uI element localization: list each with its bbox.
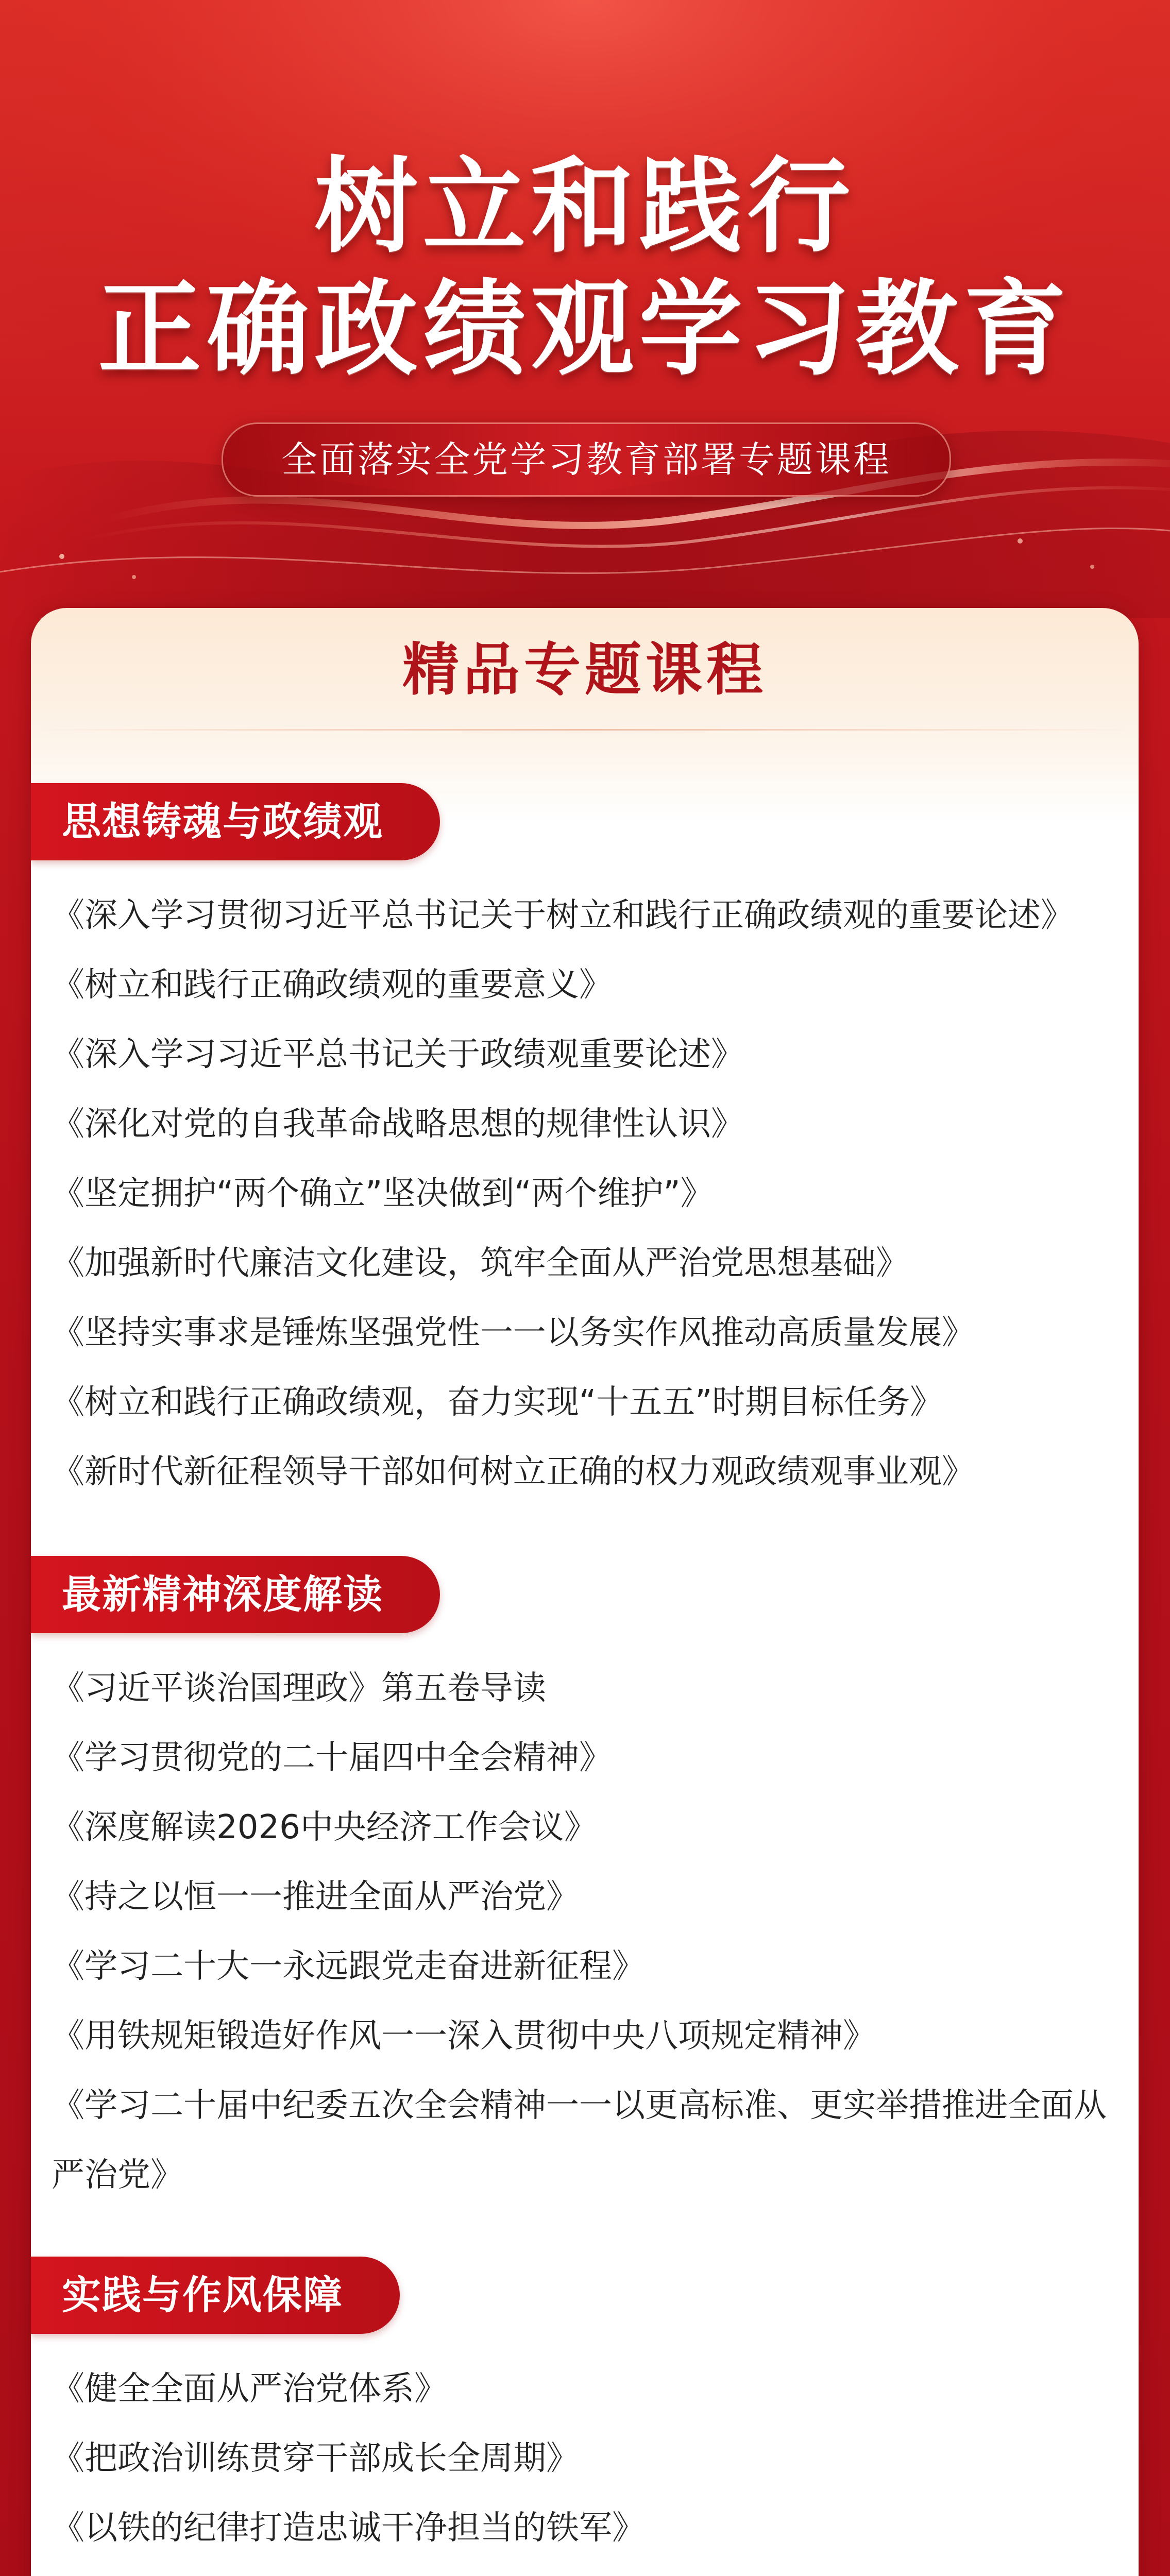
course-item: 《坚定拥护“两个确立”坚决做到“两个维护”》 [52, 1175, 714, 1213]
course-item: 《学习二十届中纪委五次全会精神一一以更高标准、更实举措推进全面从严治党》 [52, 2087, 1107, 2194]
course-item: 《加强新时代廉洁文化建设，筑牢全面从严治党思想基础》 [52, 1244, 909, 1282]
course-item: 《新时代新征程领导干部如何树立正确的权力观政绩观事业观》 [52, 1453, 975, 1491]
course-item: 《用铁规矩锻造好作风一一深入贯彻中央八项规定精神》 [52, 2017, 876, 2055]
course-list [52, 1654, 1113, 2210]
course-item: 《习近平谈治国理政》第五卷导读 [52, 1669, 546, 1707]
card-title: 精品专题课程 [402, 637, 767, 703]
course-item: 《深入学习习近平总书记关于政绩观重要论述》 [52, 1036, 744, 1074]
course-item: 《学习二十大一永远跟党走奋进新征程》 [52, 1947, 645, 1986]
course-item: 《坚持实事求是锤炼坚强党性一一以务实作风推动高质量发展》 [52, 1314, 975, 1352]
course-item: 《学习贯彻党的二十届四中全会精神》 [52, 1739, 612, 1777]
course-item [52, 2563, 1113, 2576]
section-badge: 实践与作风保障 [31, 2257, 400, 2334]
course-item: 《树立和践行正确政绩观，奋力实现“十五五”时期目标任务》 [52, 1383, 943, 1421]
course-item: 《健全全面从严治党体系》 [52, 2370, 447, 2408]
course-list [52, 881, 1113, 1507]
course-item: 《把政治训练贯穿干部成长全周期》 [52, 2439, 579, 2478]
page-title-line-1: 树立和践行 [314, 147, 856, 267]
section-badge: 最新精神深度解读 [31, 1556, 440, 1633]
subtitle-pill: 全面落实全党学习教育部署专题课程 [222, 422, 951, 497]
course-item: 《深入学习贯彻习近平总书记关于树立和践行正确政绩观的重要论述》 [52, 896, 1074, 935]
course-item: 《深度解读2026中央经济工作会议》 [52, 1808, 597, 1846]
course-list [52, 2354, 1113, 2576]
header-banner [0, 0, 1170, 618]
course-item: 《以铁的纪律打造忠诚干净担当的铁军》 [52, 2509, 645, 2547]
card-divider [31, 729, 1139, 731]
course-item: 《树立和践行正确政绩观的重要意义》 [52, 966, 612, 1004]
section-badge: 思想铸魂与政绩观 [31, 783, 440, 860]
course-card [31, 608, 1139, 2576]
course-item: 《深化对党的自我革命战略思想的规律性认识》 [52, 1105, 744, 1143]
page-title-line-2: 正确政绩观学习教育 [98, 269, 1072, 389]
course-item: 《持之以恒一一推进全面从严治党》 [52, 1878, 579, 1916]
